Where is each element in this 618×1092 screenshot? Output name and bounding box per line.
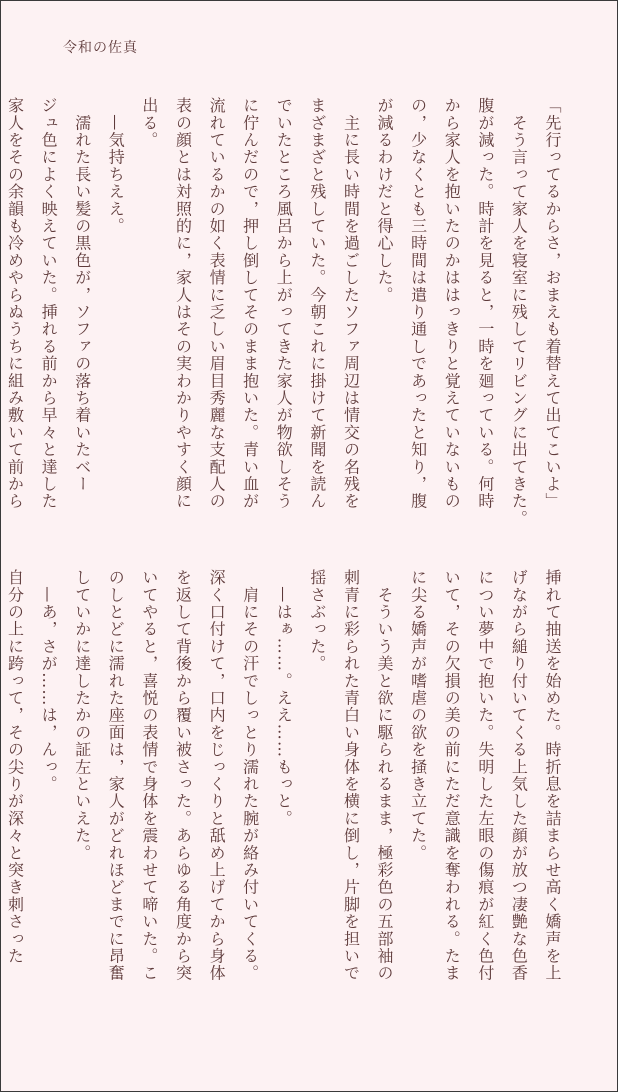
text-block-bottom [0,569,569,999]
text-block-top [0,97,569,527]
text-column: に尖る嬌声が嗜虐の欲を掻き立てた。 [408,569,428,862]
text-column: を返して背後から覆い被さった。あらゆる角度から突 [173,569,193,982]
text-column: げながら縋り付いてくる上気した顔が放つ凄艶な色香 [509,569,529,982]
text-column: していかに達したかの証左といえた。 [72,569,92,862]
text-column: 表の顔とは対照的に，家人はその実わかりやすく顔に [173,97,193,510]
text-column: 刺青に彩られた青白い身体を横に倒し，片脚を担いで [341,569,361,982]
text-column: いて，その欠損の美の前にただ意識を奪われる。たま [442,569,462,982]
text-column: 出る。 [139,97,159,149]
text-column: の，少なくとも三時間は遣り通しであったと知り，腹 [408,97,428,510]
text-column: 家人をその余韻も冷めやらぬうちに組み敷いて前から [5,97,25,510]
text-column: 濡れた長い髪の黒色が，ソファの落ち着いたベー [72,97,92,493]
text-column: のしとどに濡れた座面は，家人がどれほどまでに昂奮 [106,569,126,982]
text-column: ジュ色によく映えていた。挿れる前から早々と達した [39,97,59,510]
text-column: 深く口付けて，口内をじっくりと舐め上げてから身体 [207,569,227,982]
text-column: 挿れて抽送を始めた。時折息を詰まらせ高く嬌声を上 [543,569,562,982]
text-column: まざまざと残していた。今朝これに掛けて新聞を読ん [307,97,327,510]
text-column: 主に長い時間を過ごしたソファ周辺は情交の名残を [341,97,361,510]
book-title: 令和の佐真 [63,40,138,56]
text-column: —はぁ……。ええ……もっと。 [274,569,294,827]
text-column: —あ，さが……は，んっ。 [39,569,59,793]
text-column: 肩にその汗でしっとり濡れた腕が絡み付いてくる。 [240,569,260,982]
text-column: いてやると，喜悦の表情で身体を震わせて啼いた。こ [139,569,159,982]
text-column: 腹が減った。時計を見ると，一時を廻っている。何時 [475,97,495,510]
text-column: 「先行ってるからさ，おまえも着替えて出てこいよ」 [543,97,562,510]
text-column: に佇んだので，押し倒してそのまま抱いた。青い血が [240,97,260,510]
text-column: から家人を抱いたのかははっきりと覚えていないもの [442,97,462,510]
text-column: でいたところ風呂から上がってきた家人が物欲しそう [274,97,294,510]
text-column: —気持ちええ。 [106,97,126,235]
text-column: そういう美と欲に駆られるまま，極彩色の五部袖の [375,569,395,982]
text-column: そう言って家人を寝室に残してリビングに出てきた。 [509,97,529,527]
text-column: 揺さぶった。 [307,569,327,673]
text-column: 自分の上に跨って，その尖りが深々と突き刺さった [5,569,25,965]
text-column: につい夢中で抱いた。失明した左眼の傷痕が紅く色付 [475,569,495,982]
text-column: 流れているかの如く表情に乏しい眉目秀麗な支配人の [207,97,227,510]
text-column: が減るわけだと得心した。 [375,97,395,304]
